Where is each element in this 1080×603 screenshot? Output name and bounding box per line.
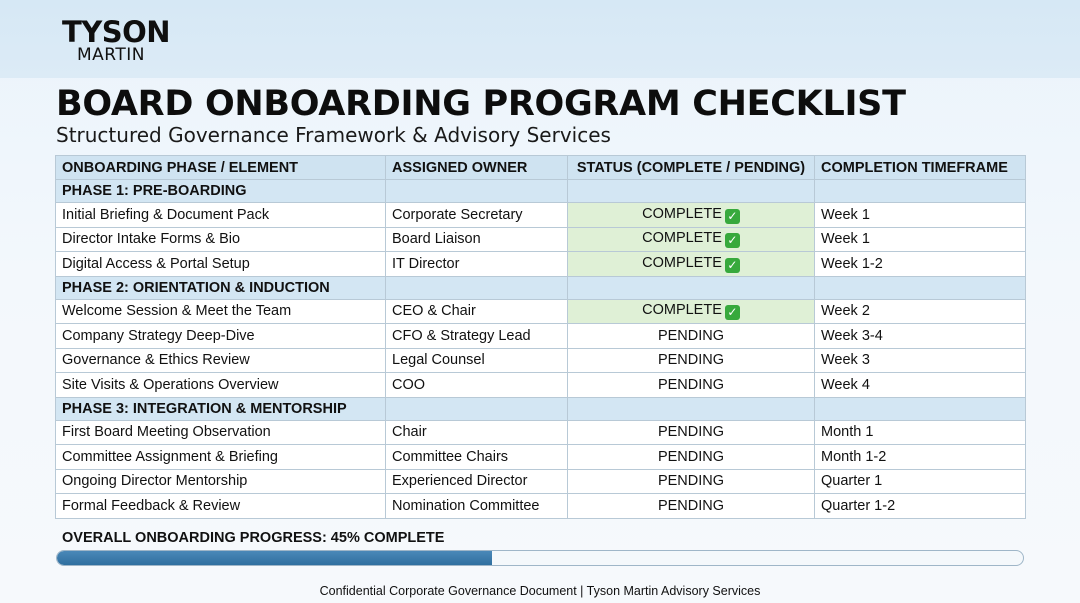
owner-cell: COO xyxy=(386,373,568,398)
phase-label: PHASE 2: ORIENTATION & INDUCTION xyxy=(56,276,386,299)
check-mark-icon: ✓ xyxy=(725,209,740,224)
element-cell: Company Strategy Deep-Dive xyxy=(56,324,386,349)
timeframe-cell: Week 2 xyxy=(815,299,1026,324)
status-text: COMPLETE xyxy=(642,302,722,319)
table-row xyxy=(56,299,1026,324)
status-cell xyxy=(568,469,815,494)
phase-label: PHASE 1: PRE-BOARDING xyxy=(56,180,386,203)
table-row xyxy=(56,348,1026,373)
table-row xyxy=(56,420,1026,445)
status-text: PENDING xyxy=(657,327,725,344)
check-mark-icon: ✓ xyxy=(725,233,740,248)
phase-empty-cell xyxy=(386,180,568,203)
phase-empty-cell xyxy=(386,397,568,420)
company-logo xyxy=(56,15,176,65)
status-text: PENDING xyxy=(657,424,725,441)
element-cell: Digital Access & Portal Setup xyxy=(56,252,386,277)
table-row xyxy=(56,494,1026,519)
owner-cell: Nomination Committee xyxy=(386,494,568,519)
element-cell: Initial Briefing & Document Pack xyxy=(56,203,386,228)
page-title: BOARD ONBOARDING PROGRAM CHECKLIST xyxy=(56,84,906,124)
phase-empty-cell xyxy=(815,180,1026,203)
status-cell xyxy=(568,348,815,373)
timeframe-cell: Week 3 xyxy=(815,348,1026,373)
phase-empty-cell xyxy=(815,397,1026,420)
timeframe-cell: Month 1-2 xyxy=(815,445,1026,470)
status-cell xyxy=(568,324,815,349)
footer-text: Confidential Corporate Governance Document | Tyson Martin Advisory Services xyxy=(319,584,761,598)
status-cell xyxy=(568,373,815,398)
timeframe-cell: Week 4 xyxy=(815,373,1026,398)
owner-cell: CFO & Strategy Lead xyxy=(386,324,568,349)
table-row xyxy=(56,252,1026,277)
status-cell xyxy=(568,203,815,228)
element-cell: First Board Meeting Observation xyxy=(56,420,386,445)
logo-line-2: MARTIN xyxy=(77,45,145,65)
progress-bar xyxy=(56,550,1024,566)
column-header-status: STATUS (COMPLETE / PENDING) xyxy=(568,156,815,180)
table-row xyxy=(56,445,1026,470)
owner-cell: Chair xyxy=(386,420,568,445)
phase-empty-cell xyxy=(568,180,815,203)
check-mark-icon: ✓ xyxy=(725,258,740,273)
table-body xyxy=(56,180,1026,519)
status-cell xyxy=(568,299,815,324)
phase-empty-cell xyxy=(568,276,815,299)
column-header-element: ONBOARDING PHASE / ELEMENT xyxy=(56,156,386,180)
status-text: COMPLETE xyxy=(642,205,722,222)
status-cell xyxy=(568,494,815,519)
phase-empty-cell xyxy=(386,276,568,299)
status-cell xyxy=(568,420,815,445)
timeframe-cell: Quarter 1 xyxy=(815,469,1026,494)
progress-label: OVERALL ONBOARDING PROGRESS: 45% COMPLETE xyxy=(62,530,445,546)
status-text: PENDING xyxy=(657,497,725,514)
status-text: PENDING xyxy=(657,473,725,490)
owner-cell: Experienced Director xyxy=(386,469,568,494)
status-cell xyxy=(568,252,815,277)
table-row xyxy=(56,469,1026,494)
table-header-row xyxy=(56,156,1026,180)
owner-cell: CEO & Chair xyxy=(386,299,568,324)
timeframe-cell: Month 1 xyxy=(815,420,1026,445)
status-text: COMPLETE xyxy=(642,230,722,247)
owner-cell: Committee Chairs xyxy=(386,445,568,470)
owner-cell: IT Director xyxy=(386,252,568,277)
element-cell: Formal Feedback & Review xyxy=(56,494,386,519)
status-text: COMPLETE xyxy=(642,254,722,271)
phase-empty-cell xyxy=(568,397,815,420)
table-row xyxy=(56,373,1026,398)
phase-row xyxy=(56,276,1026,299)
phase-label: PHASE 3: INTEGRATION & MENTORSHIP xyxy=(56,397,386,420)
status-cell xyxy=(568,227,815,252)
status-cell xyxy=(568,445,815,470)
element-cell: Director Intake Forms & Bio xyxy=(56,227,386,252)
phase-empty-cell xyxy=(815,276,1026,299)
timeframe-cell: Week 3-4 xyxy=(815,324,1026,349)
element-cell: Governance & Ethics Review xyxy=(56,348,386,373)
logo-line-1: TYSON xyxy=(61,15,171,49)
table-row xyxy=(56,324,1026,349)
status-text: PENDING xyxy=(657,376,725,393)
column-header-timeframe: COMPLETION TIMEFRAME xyxy=(815,156,1026,180)
element-cell: Committee Assignment & Briefing xyxy=(56,445,386,470)
element-cell: Ongoing Director Mentorship xyxy=(56,469,386,494)
progress-bar-fill xyxy=(57,551,492,565)
table-row xyxy=(56,203,1026,228)
status-text: PENDING xyxy=(657,448,725,465)
timeframe-cell: Week 1 xyxy=(815,227,1026,252)
owner-cell: Board Liaison xyxy=(386,227,568,252)
status-text: PENDING xyxy=(657,352,725,369)
element-cell: Site Visits & Operations Overview xyxy=(56,373,386,398)
timeframe-cell: Week 1-2 xyxy=(815,252,1026,277)
timeframe-cell: Quarter 1-2 xyxy=(815,494,1026,519)
column-header-owner: ASSIGNED OWNER xyxy=(386,156,568,180)
owner-cell: Legal Counsel xyxy=(386,348,568,373)
timeframe-cell: Week 1 xyxy=(815,203,1026,228)
page-subtitle: Structured Governance Framework & Advisory Services xyxy=(56,123,611,147)
checklist-table xyxy=(55,155,1026,519)
phase-row xyxy=(56,180,1026,203)
phase-row xyxy=(56,397,1026,420)
check-mark-icon: ✓ xyxy=(725,305,740,320)
owner-cell: Corporate Secretary xyxy=(386,203,568,228)
table-row xyxy=(56,227,1026,252)
element-cell: Welcome Session & Meet the Team xyxy=(56,299,386,324)
